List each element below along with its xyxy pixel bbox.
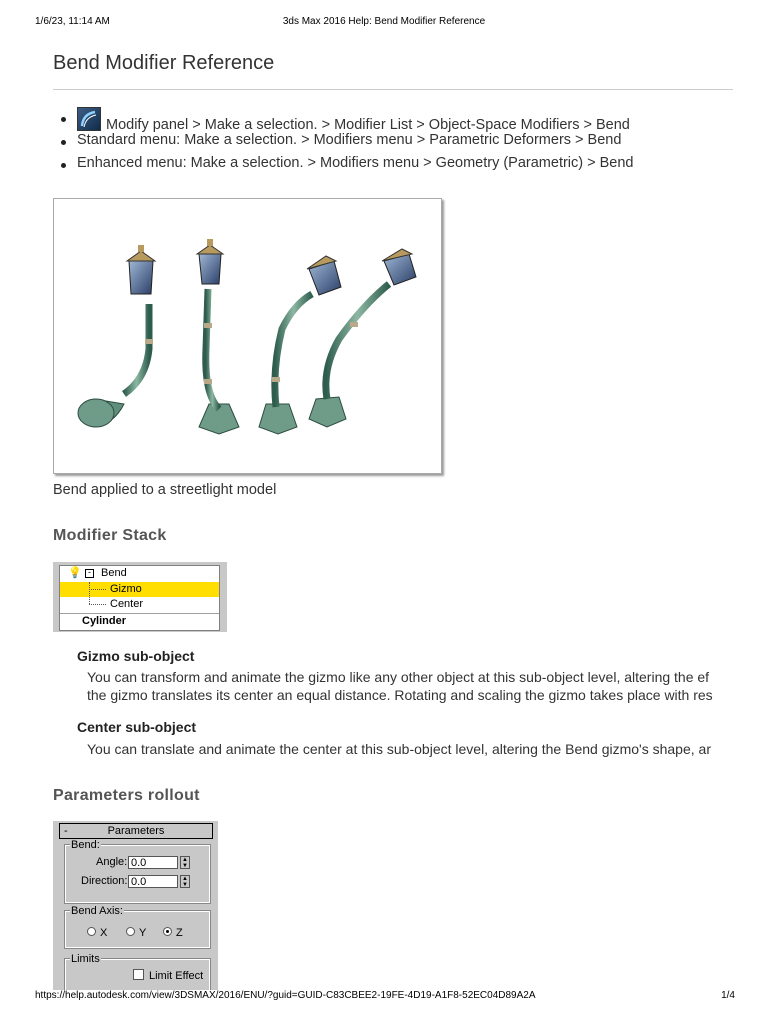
direction-spinner[interactable] [128,875,192,888]
collapse-toggle[interactable]: - [64,825,68,837]
bend-axis-group-label: Bend Axis: [71,905,123,917]
spinner-arrows-icon[interactable]: ▲ ▼ [180,875,190,888]
rollout-title: Parameters [107,825,165,837]
radio-z-icon[interactable] [163,927,172,936]
limit-effect-label: Limit Effect [149,970,204,982]
stack-item-center[interactable] [60,597,219,612]
limit-effect-checkbox[interactable] [133,969,203,982]
path-text: Modify panel > Make a selection. > Modifier List > Object-Space Modifiers > Bend [106,117,630,133]
streetlight-figure [53,198,442,474]
bend-axis-group [65,905,210,948]
angle-label: Angle: [96,856,128,868]
axis-x-label: X [100,927,108,939]
modifier-stack-heading: Modifier Stack [53,527,167,544]
tree-line [89,604,106,605]
print-header [35,16,733,30]
checkbox-icon[interactable] [133,969,144,980]
streetlight-2 [197,239,239,434]
center-text-line-1: You can translate and animate the center at this sub-object level, altering the Bend gizmo's shape, ar [87,741,711,757]
bend-group-label: Bend: [71,839,100,851]
axis-z-label: Z [176,927,183,939]
stack-item-label: Center [110,598,144,610]
direction-label: Direction: [81,875,128,887]
center-heading: Center sub-object [77,719,197,735]
rollout-header[interactable] [59,823,213,839]
bend-group [65,839,210,903]
command-paths [53,107,733,176]
parameters-rollout [53,821,218,990]
main-content [53,50,733,990]
axis-radio-z[interactable] [163,927,183,939]
stack-item-bend[interactable] [60,566,219,581]
stack-item-label: Gizmo [110,583,142,595]
print-doc-title: 3ds Max 2016 Help: Bend Modifier Reference [282,16,486,27]
radio-x-icon[interactable] [87,927,96,936]
stack-item-gizmo[interactable] [60,582,219,597]
gizmo-heading: Gizmo sub-object [77,648,195,664]
direction-field[interactable]: 0.0 [128,875,178,888]
modifier-stack-list [59,565,220,631]
lightbulb-icon[interactable]: 💡 [68,567,82,579]
axis-radio-y[interactable] [126,927,146,939]
angle-field[interactable]: 0.0 [128,856,178,869]
gizmo-text-line-1: You can transform and animate the gizmo like any other object at this sub-object level, altering the ef [87,669,710,685]
gizmo-text-line-2: the gizmo translates its center an equal distance. Rotating and scaling the gizmo takes place with res [87,687,713,703]
path-item: Standard menu: Make a selection. > Modifiers menu > Parametric Deformers > Bend [53,130,733,153]
modifier-stack-panel [53,562,227,632]
radio-y-icon[interactable] [126,927,135,936]
figure-caption: Bend applied to a streetlight model [53,482,277,498]
stack-item-label: Cylinder [82,615,127,627]
tree-line [89,589,91,604]
axis-radio-x[interactable] [87,927,107,939]
parameters-heading: Parameters rollout [53,787,200,804]
path-item [53,107,733,133]
modify-panel-icon [77,107,101,131]
axis-y-label: Y [139,927,147,939]
collapse-icon[interactable]: - [85,569,94,578]
page-url: https://help.autodesk.com/view/3DSMAX/2016/ENU/?guid=GUID-C83CBEE2-19FE-4D19-A1F8-52EC04D89A2A [35,990,536,1001]
page-title: Bend Modifier Reference [53,52,733,90]
limits-group-label: Limits [71,953,100,965]
streetlight-1 [78,245,155,427]
angle-spinner[interactable] [128,856,192,869]
print-footer [35,990,735,1004]
path-item: Enhanced menu: Make a selection. > Modifiers menu > Geometry (Parametric) > Bend [53,153,733,176]
print-datetime: 1/6/23, 11:14 AM [35,16,110,27]
tree-line [89,589,106,590]
streetlight-illustration [54,199,441,473]
page-number: 1/4 [721,990,735,1001]
stack-item-cylinder[interactable] [60,613,219,629]
stack-item-label: Bend [101,567,127,579]
limits-group [65,953,210,990]
spinner-arrows-icon[interactable]: ▲ ▼ [180,856,190,869]
